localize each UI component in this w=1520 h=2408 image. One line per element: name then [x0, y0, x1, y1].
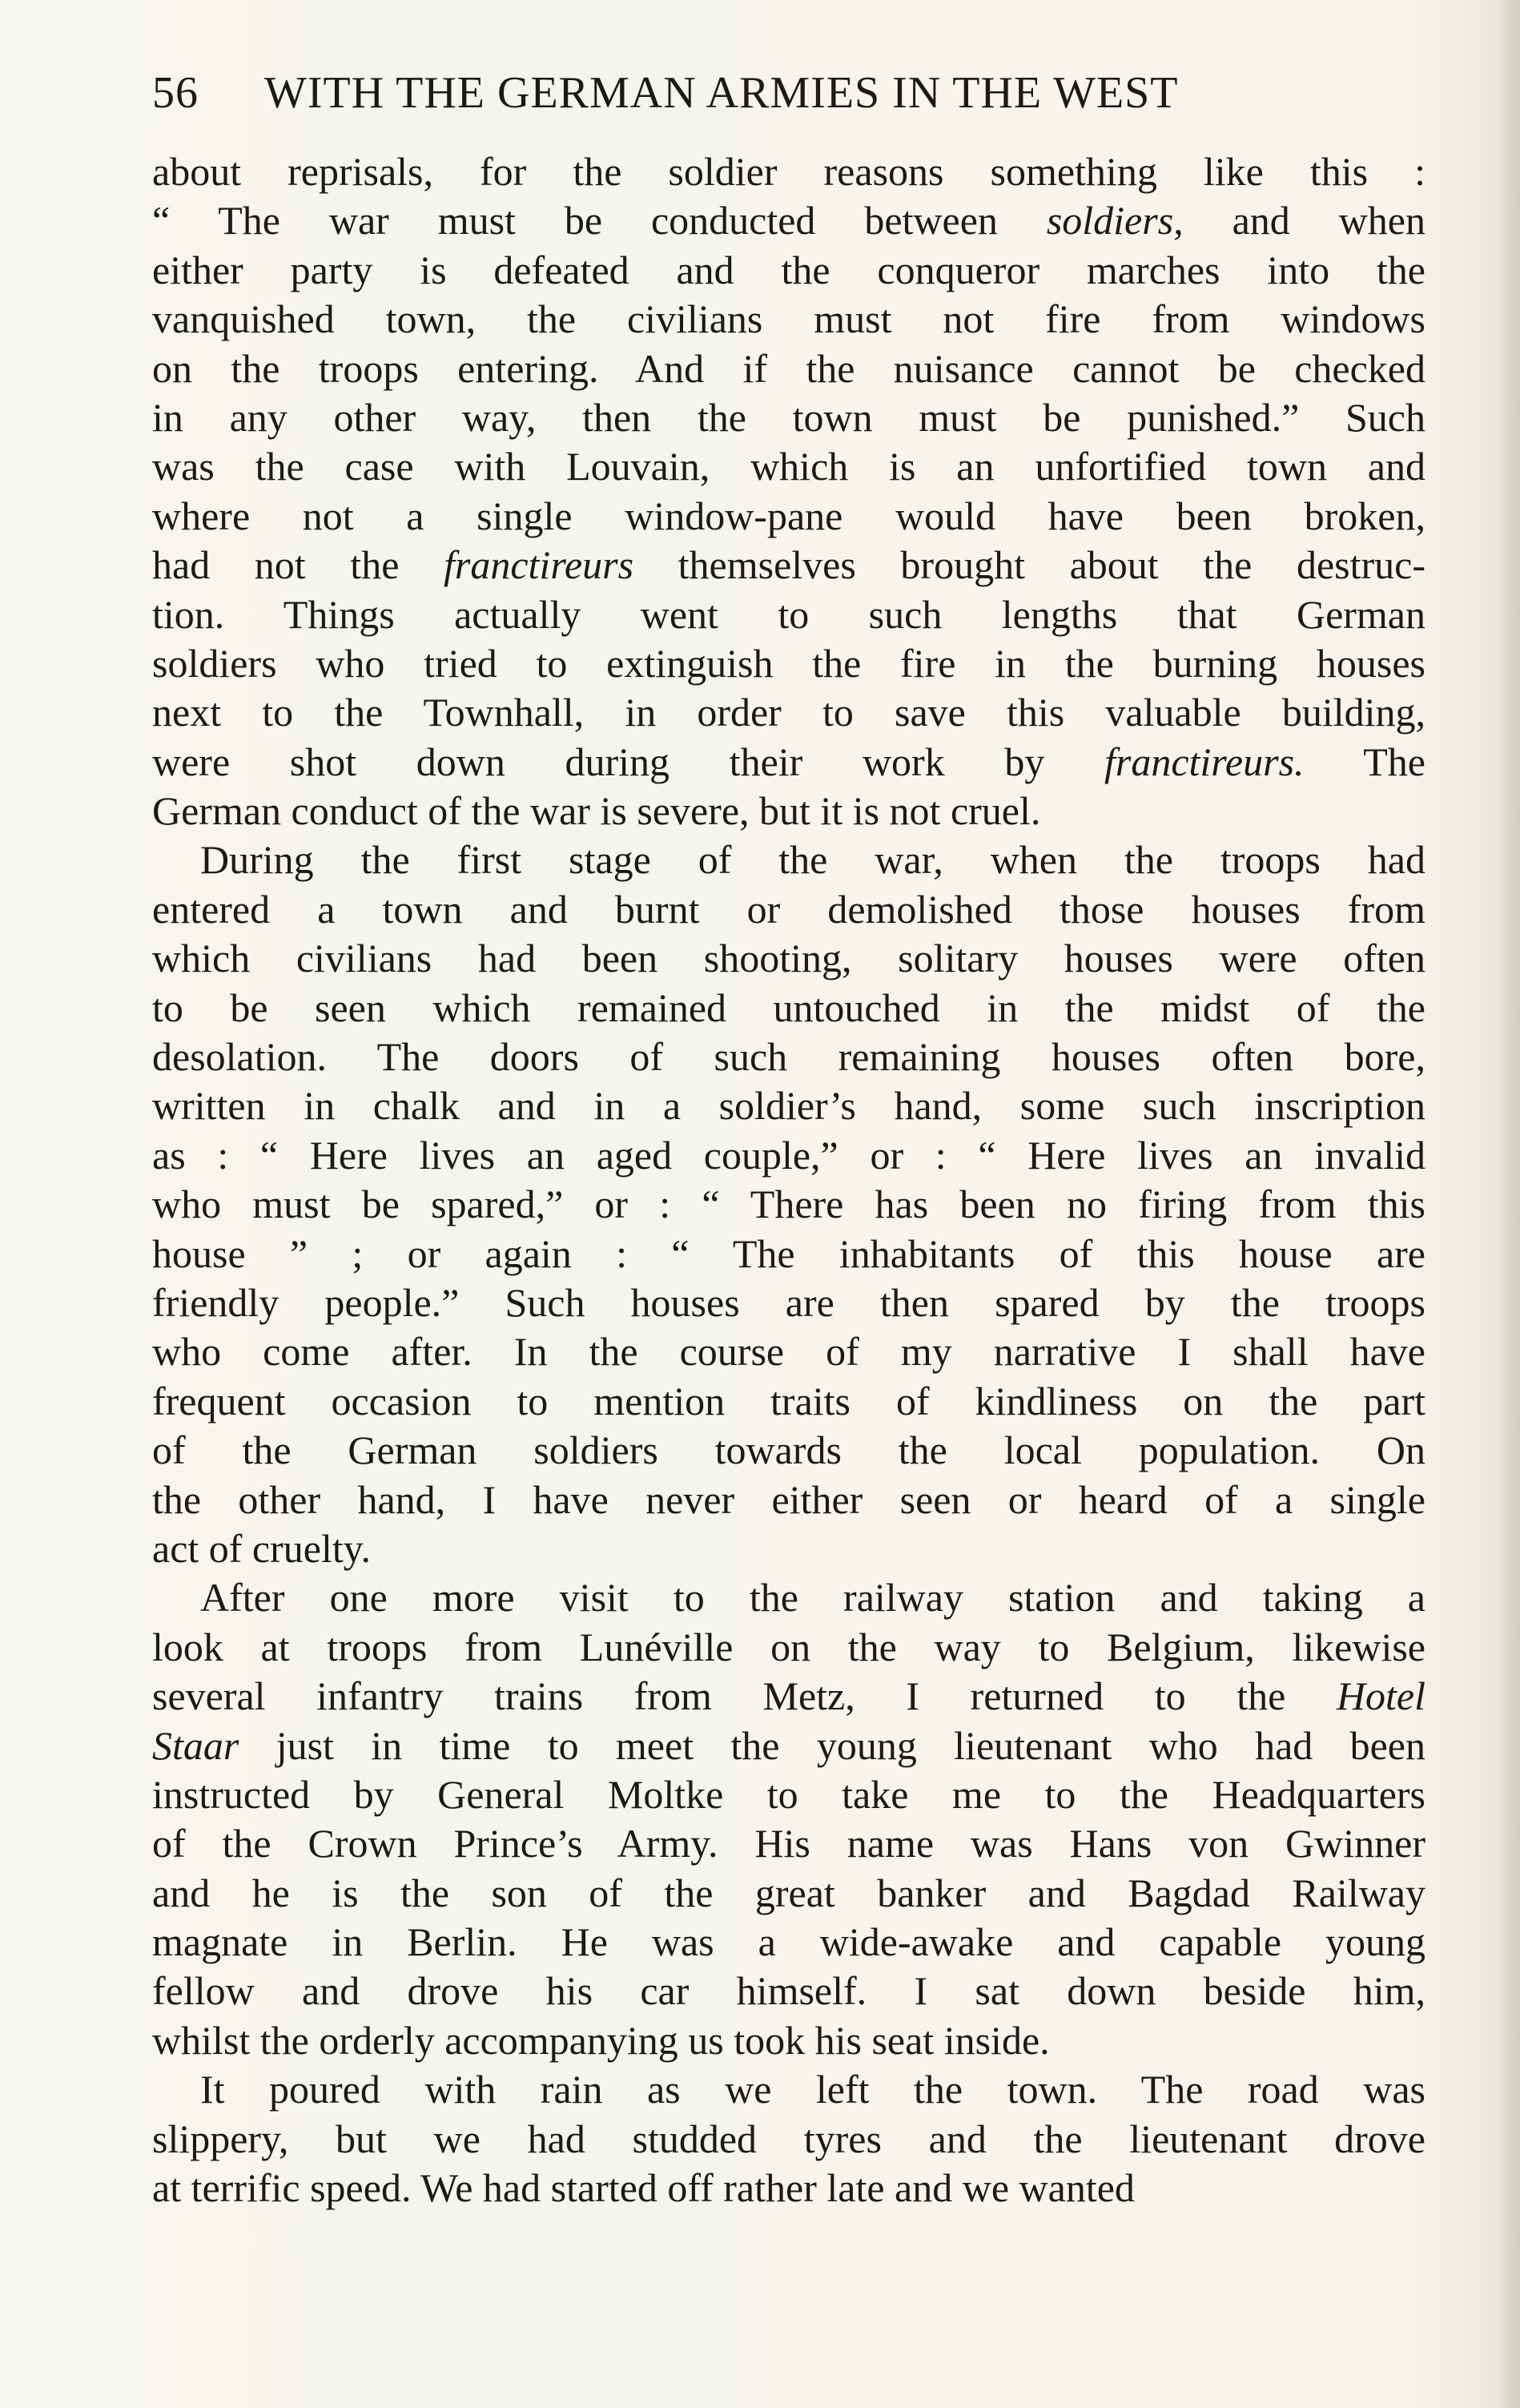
italic-text: franctireurs	[444, 542, 634, 588]
text-segment: had not the	[152, 542, 444, 588]
text-segment: as : “ Here lives an aged couple,” or : “ Here lives an invalid	[152, 1132, 1426, 1178]
italic-text: soldiers,	[1046, 198, 1184, 244]
text-segment: of the German soldiers towards the local population. On	[152, 1427, 1426, 1473]
page-number: 56	[152, 68, 199, 118]
text-line	[152, 1327, 1426, 1376]
text-segment: who come after. In the course of my narrative I shall have	[152, 1329, 1426, 1375]
text-line	[152, 885, 1426, 934]
text-line	[152, 688, 1426, 737]
text-line	[152, 1819, 1426, 1868]
text-line	[152, 1672, 1426, 1721]
text-line	[152, 295, 1426, 344]
text-line	[152, 1131, 1426, 1180]
text-segment: It poured with rain as we left the town. The road was	[200, 2067, 1426, 2112]
text-segment: frequent occasion to mention traits of kindliness on the part	[152, 1378, 1426, 1423]
text-segment: “ The war must be conducted between	[152, 198, 1047, 244]
text-segment: German conduct of the war is severe, but it is not cruel.	[152, 788, 1041, 834]
text-segment: which civilians had been shooting, solitary houses were often	[152, 936, 1426, 981]
text-segment: and when	[1183, 198, 1426, 244]
text-line	[152, 1033, 1426, 1081]
text-line	[152, 934, 1426, 983]
page-edge-shadow	[1498, 0, 1520, 2408]
paragraph	[152, 2065, 1426, 2213]
page-header	[152, 61, 1353, 125]
text-segment: tion. Things actually went to such lengths that German	[152, 591, 1426, 637]
text-segment: in any other way, then the town must be punished.” Such	[152, 394, 1426, 440]
running-head: WITH THE GERMAN ARMIES IN THE WEST	[264, 68, 1179, 118]
text-line	[152, 1623, 1426, 1672]
text-segment: house ” ; or again : “ The inhabitants of this house are	[152, 1230, 1426, 1276]
text-segment: and he is the son of the great banker and Bagdad Railway	[152, 1870, 1426, 1915]
body-text	[152, 147, 1426, 2213]
text-line	[152, 738, 1426, 787]
italic-text: franctireurs.	[1104, 739, 1305, 784]
text-line	[152, 344, 1426, 393]
text-line	[152, 836, 1426, 884]
text-line	[152, 1869, 1426, 1918]
text-line	[152, 492, 1426, 541]
text-segment: desolation. The doors of such remaining houses often bore,	[152, 1034, 1426, 1080]
text-line	[152, 1524, 1426, 1573]
paragraph	[152, 1573, 1426, 2065]
text-segment: magnate in Berlin. He was a wide-awake and capable young	[152, 1919, 1426, 1965]
text-segment: vanquished town, the civilians must not fire from windows	[152, 296, 1426, 342]
text-line	[152, 984, 1426, 1033]
italic-text: Staar	[152, 1722, 239, 1768]
text-line	[152, 1081, 1426, 1130]
text-segment: written in chalk and in a soldier’s hand, some such inscription	[152, 1083, 1426, 1129]
italic-text: Hotel	[1336, 1673, 1426, 1719]
text-line	[152, 1230, 1426, 1278]
text-line	[152, 196, 1426, 245]
text-segment: friendly people.” Such houses are then spared by the troops	[152, 1279, 1426, 1325]
text-segment: themselves brought about the destruc-	[633, 542, 1426, 588]
text-line	[152, 2115, 1426, 2164]
paragraph	[152, 147, 1426, 836]
text-segment: fellow and drove his car himself. I sat down beside him,	[152, 1968, 1426, 2014]
text-segment: where not a single window-pane would have been broken,	[152, 493, 1426, 538]
text-segment: about reprisals, for the soldier reasons something like this :	[152, 149, 1426, 194]
text-segment: look at troops from Lunéville on the way to Belgium, likewise	[152, 1624, 1426, 1669]
text-segment: After one more visit to the railway station and taking a	[200, 1575, 1426, 1621]
paragraph	[152, 836, 1426, 1573]
text-line	[152, 787, 1426, 836]
text-segment: entered a town and burnt or demolished those houses from	[152, 886, 1426, 932]
text-line	[152, 442, 1426, 491]
text-segment: was the case with Louvain, which is an unfortified town and	[152, 444, 1426, 489]
text-segment: slippery, but we had studded tyres and the lieutenant drove	[152, 2116, 1426, 2161]
text-line	[152, 639, 1426, 688]
text-line	[152, 1918, 1426, 1967]
text-segment: on the troops entering. And if the nuisance cannot be checked	[152, 345, 1426, 391]
text-segment: The	[1304, 739, 1426, 784]
text-segment: just in time to meet the young lieutenant who had been	[239, 1722, 1426, 1768]
text-line	[152, 1180, 1426, 1229]
text-line	[152, 2016, 1426, 2065]
text-segment: next to the Townhall, in order to save this valuable building,	[152, 690, 1426, 735]
text-segment: several infantry trains from Metz, I returned to the	[152, 1673, 1337, 1719]
text-segment: at terrific speed. We had started off rather late and we wanted	[152, 2165, 1135, 2211]
text-line	[152, 1573, 1426, 1622]
text-line	[152, 1770, 1426, 1819]
text-segment: to be seen which remained untouched in the midst of the	[152, 985, 1426, 1030]
text-line	[152, 2065, 1426, 2114]
text-line	[152, 1426, 1426, 1475]
text-segment: were shot down during their work by	[152, 739, 1104, 784]
text-line	[152, 590, 1426, 639]
text-line	[152, 393, 1426, 442]
text-line	[152, 147, 1426, 196]
text-line	[152, 2164, 1426, 2213]
text-line	[152, 1377, 1426, 1426]
text-line	[152, 1721, 1426, 1770]
text-segment: During the first stage of the war, when the troops had	[200, 837, 1426, 883]
text-segment: of the Crown Prince’s Army. His name was Hans von Gwinner	[152, 1821, 1426, 1866]
text-segment: instructed by General Moltke to take me to the Headquarters	[152, 1771, 1426, 1817]
text-segment: whilst the orderly accompanying us took his seat inside.	[152, 2017, 1050, 2063]
text-segment: act of cruelty.	[152, 1525, 371, 1571]
text-line	[152, 246, 1426, 295]
text-segment: soldiers who tried to extinguish the fire in the burning houses	[152, 640, 1426, 686]
text-segment: who must be spared,” or : “ There has been no firing from this	[152, 1182, 1426, 1227]
text-line	[152, 1476, 1426, 1524]
text-line	[152, 541, 1426, 590]
text-line	[152, 1278, 1426, 1327]
text-line	[152, 1967, 1426, 2015]
text-segment: either party is defeated and the conqueror marches into the	[152, 247, 1426, 292]
text-segment: the other hand, I have never either seen or heard of a single	[152, 1476, 1426, 1522]
